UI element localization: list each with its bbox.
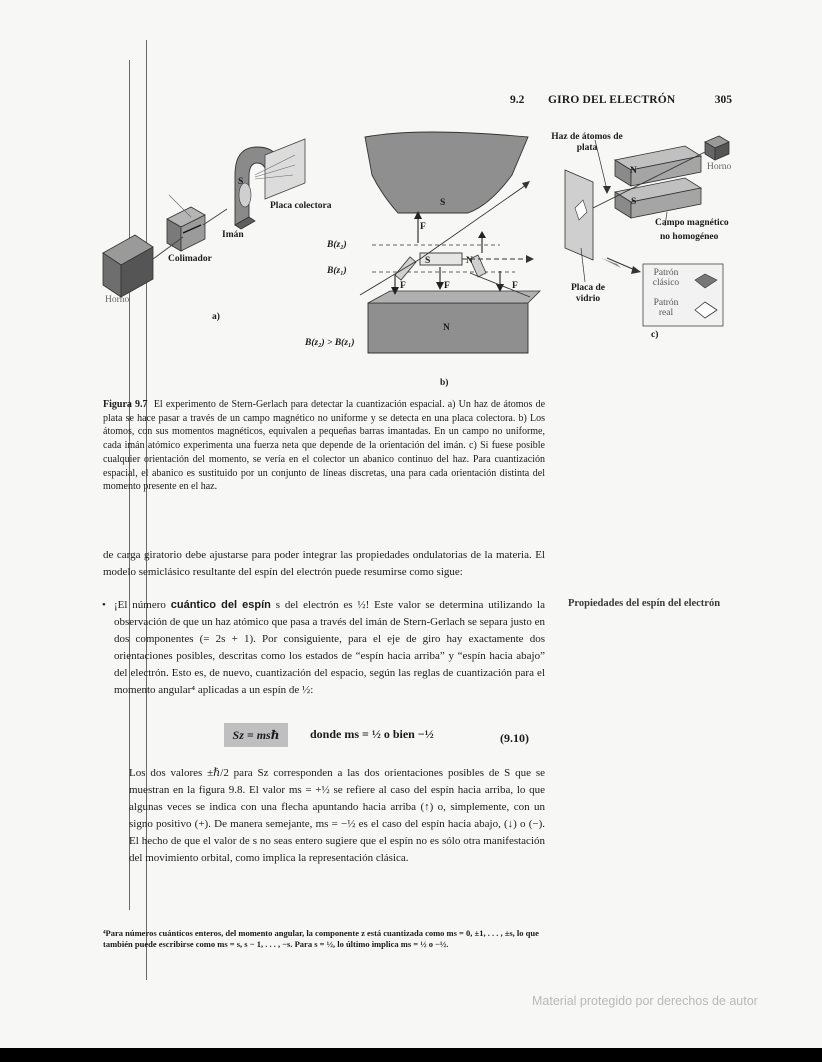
equation-text: donde ms = ½ o bien −½ (310, 727, 434, 741)
label-campo: Campo magnético (655, 218, 729, 228)
label-horno-a: Horno (105, 295, 130, 305)
label-magnet-s-c: S (631, 197, 637, 207)
dipole-left (395, 257, 416, 280)
section-number: 9.2 (510, 94, 525, 106)
label-force-top: F (420, 222, 426, 232)
page-number: 305 (714, 94, 732, 106)
label-b-z1: B(z₁) (327, 266, 347, 276)
label-patron-real: Patrón real (653, 298, 679, 318)
paragraph-spin-values: Los dos valores ±ℏ/2 para Sz corresponden a las dos orientaciones posibles de S que se muestran en la figura 9.8. El valor ms = +½ se refiere al caso del espín hacia arriba, lo que algunas veces se indica con una flecha apuntando hacia arriba (↑) o, simplemente, con un signo positivo (+). De manera semejante, ms = −½ es el caso del espín hacia abajo, (↓) o (−). El hecho de que el valor de s no seas entero sugiere que el espín no es sólo otra manifestación del movimiento orbital, como implica la representación clásica. (129, 767, 545, 864)
caption-label: Figura 9.7 (103, 399, 148, 410)
bullet-spin-quantum-number (102, 597, 545, 699)
label-magnet-n: N (630, 166, 637, 176)
label-patron-clasico: Patrón clásico (652, 268, 680, 288)
bullet-dot: • (102, 599, 106, 611)
copyright-watermark: Material protegido por derechos de autor (532, 994, 758, 1008)
label-magnet-s: S (238, 177, 244, 187)
label-no-homogeneo: no homogéneo (660, 232, 719, 242)
label-condition: B(z₂) > B(z₁) (305, 338, 355, 348)
equation-number: (9.10) (500, 731, 529, 745)
equation-box: Sz = msℏ (224, 723, 288, 747)
label-haz: Haz de átomos de plata (551, 132, 623, 153)
bullet-bold-term: cuántico del espín (170, 599, 271, 611)
label-iman: Imán (222, 230, 244, 240)
figure-a-drawing (95, 125, 335, 335)
bullet-lead: ¡El número (114, 599, 171, 611)
label-b-z2: B(z₂) (327, 240, 347, 250)
margin-note: Propiedades del espín del electrón (568, 598, 721, 609)
bullet-text: s del electrón es ½! Este valor se determina utilizando la observación de que un haz atómico que pasa a través del imán de Stern-Gerlach se separa justo en dos componentes (= 2s + 1). Por consiguiente, para el eje de giro hay exactamente dos orientaciones posibles, descritas como los estados de “espín hacia arriba” y “espín hacia abajo” del electrón. Esto es, de nuevo, cuantización del espacio, según las reglas de cuantización para el momento angular⁴ aplicadas a un espín de ½: (114, 599, 545, 696)
label-placa-vidrio: Placa de vidrio (570, 283, 606, 304)
label-colimador: Colimador (168, 254, 212, 264)
label-panel-a: a) (212, 312, 220, 322)
label-pole-n: N (443, 323, 450, 333)
label-force-mid: F (444, 281, 450, 291)
running-header (510, 94, 732, 106)
section-title: GIRO DEL ELECTRÓN (548, 94, 676, 106)
caption-text: El experimento de Stern-Gerlach para detectar la cuantización espacial. a) Un haz de átomos de plata se hace pasar a través de un campo magnético no uniforme y se detecta en una placa colectora. b) Los átomos, con sus momentos magnéticos, equivalen a pequeñas barras imantadas. En un campo no uniforme, cada imán atómico experimenta una fuerza neta que depende de la orientación del imán. c) Si fuese posible cualquier orientación del momento, se vería en el colector un abanico continuo del haz. Para cuantización espacial, el abanico es sustituido por un conjunto de líneas discretas, una para cada orientación distinta del momento presente en el haz. (103, 399, 546, 493)
figure-caption (103, 398, 545, 494)
label-placa-colectora: Placa colectora (270, 201, 332, 211)
label-panel-c: c) (651, 330, 659, 340)
label-pole-s: S (440, 198, 446, 208)
paragraph-intro: de carga giratorio debe ajustarse para poder integrar las propiedades ondulatorias de la materia. El modelo semiclásico resultante del espín del electrón puede resumirse como sigue: (103, 549, 545, 578)
label-dipole-n: N (466, 256, 473, 266)
label-panel-b: b) (440, 378, 449, 388)
footnote: ⁴Para números cuánticos enteros, del momento angular, la componente z está cuantizada como ms = 0, ±1, . . . , ±s, lo que también puede escribirse como ms = s, s − 1, . . . , −s. Para s = ½, lo último implica ms = ½ o −½. (103, 928, 539, 949)
bottom-bar (0, 1048, 822, 1062)
label-dipole-s: S (425, 256, 431, 266)
collector-plate (265, 139, 305, 199)
label-force-left: F (400, 281, 406, 291)
label-force-right: F (512, 281, 518, 291)
label-horno-c: Horno (707, 162, 732, 172)
